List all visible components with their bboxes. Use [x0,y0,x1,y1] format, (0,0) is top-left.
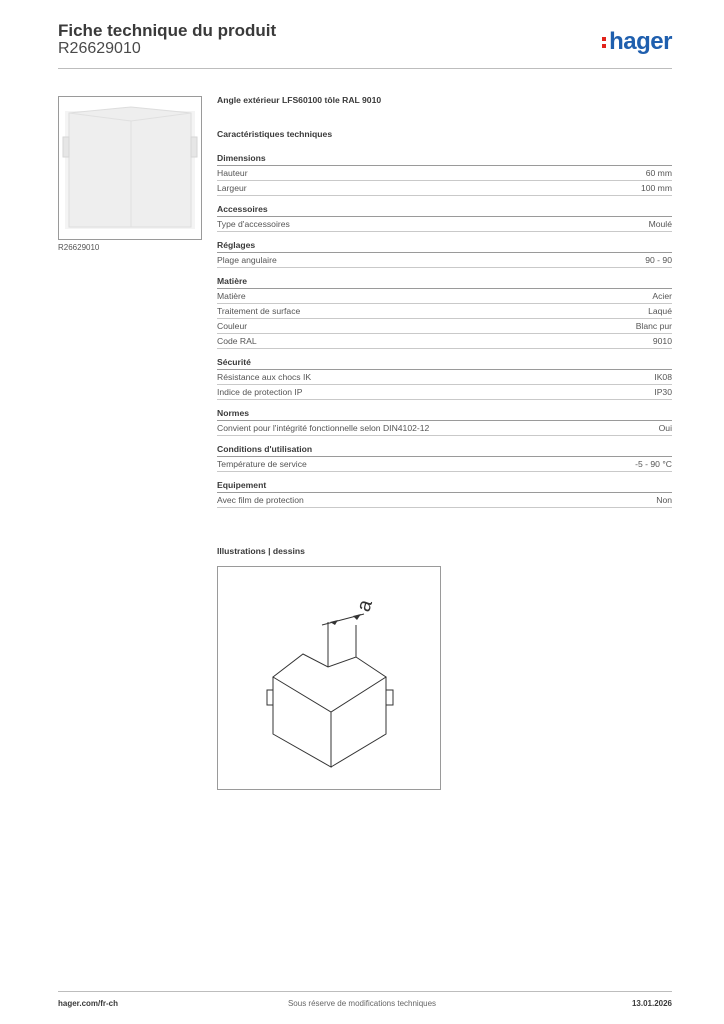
spec-row [217,493,672,508]
section-title: Matière [217,275,672,289]
spec-label: Couleur [217,321,248,331]
illustrations-title: Illustrations | dessins [217,546,305,556]
spec-value: Blanc pur [635,321,672,331]
logo-dots-icon [602,34,607,51]
spec-row [217,334,672,349]
section-title: Conditions d'utilisation [217,443,672,457]
spec-section [217,152,672,196]
product-image-caption: R26629010 [58,243,100,252]
spec-row [217,217,672,232]
spec-row [217,385,672,400]
footer-date: 13.01.2026 [631,999,672,1008]
product-reference: R26629010 [58,40,141,57]
footer-divider [58,991,672,992]
spec-content [217,95,672,515]
header-divider [58,68,672,69]
spec-section [217,239,672,268]
spec-label: Matière [217,291,246,301]
spec-label: Hauteur [217,168,248,178]
spec-row [217,304,672,319]
spec-label: Indice de protection IP [217,387,303,397]
spec-row [217,319,672,334]
product-image [58,96,202,240]
spec-row [217,289,672,304]
page-title: Fiche technique du produit [58,21,277,40]
spec-section [217,479,672,508]
spec-row [217,370,672,385]
spec-section [217,407,672,436]
spec-value: -5 - 90 °C [635,459,672,469]
spec-value: Laqué [648,306,672,316]
spec-section [217,443,672,472]
spec-sections [217,152,672,508]
spec-value: 9010 [652,336,672,346]
spec-row [217,166,672,181]
spec-section [217,203,672,232]
section-title: Normes [217,407,672,421]
spec-row [217,181,672,196]
spec-value: IP30 [654,387,672,397]
product-photo-icon [59,97,201,239]
spec-label: Avec film de protection [217,495,304,505]
spec-label: Convient pour l'intégrité fonctionnelle selon DIN4102-12 [217,423,430,433]
spec-label: Traitement de surface [217,306,301,316]
spec-section [217,275,672,349]
spec-label: Température de service [217,459,307,469]
spec-row [217,253,672,268]
spec-value: 90 - 90 [645,255,672,265]
section-title: Dimensions [217,152,672,166]
hager-logo [602,28,672,56]
spec-value: 60 mm [645,168,672,178]
footer-notice: Sous réserve de modifications techniques [287,999,437,1008]
spec-value: Oui [658,423,672,433]
spec-row [217,457,672,472]
section-title: Equipement [217,479,672,493]
spec-value: 100 mm [640,183,672,193]
spec-label: Type d'accessoires [217,219,290,229]
spec-value: Acier [652,291,672,301]
section-title: Sécurité [217,356,672,370]
product-name: Angle extérieur LFS60100 tôle RAL 9010 [217,95,382,105]
section-title: Accessoires [217,203,672,217]
specs-heading: Caractéristiques techniques [217,129,333,139]
footer-website-link[interactable]: hager.com/fr-ch [58,999,119,1008]
corner-drawing-icon [218,567,440,789]
spec-value: IK08 [654,372,672,382]
spec-label: Largeur [217,183,247,193]
spec-label: Code RAL [217,336,257,346]
spec-label: Plage angulaire [217,255,277,265]
spec-value: Non [656,495,672,505]
spec-label: Résistance aux chocs IK [217,372,312,382]
logo-text: hager [609,28,672,55]
spec-row [217,421,672,436]
dimension-label: a [352,597,377,615]
spec-value: Moulé [648,219,672,229]
section-title: Réglages [217,239,672,253]
technical-drawing [217,566,441,790]
spec-section [217,356,672,400]
